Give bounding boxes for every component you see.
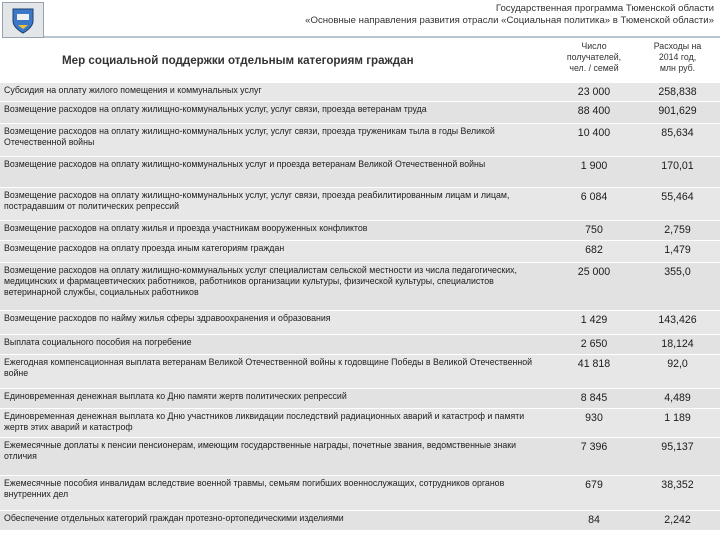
expenses-value: 170,01 (661, 160, 694, 172)
document-header (0, 0, 720, 38)
expenses-value: 38,352 (661, 479, 694, 491)
expenses-value: 85,634 (661, 127, 694, 139)
measure-name: Возмещение расходов на оплату жилищно-коммунальных услуг специалистам сельской местности из числа педагогических, медицинских и фармацевтических работников, работников организации культуры, физической культуры, специалистов ветеринарной службы, социальных работников (4, 265, 517, 298)
coat-of-arms-graphic (8, 5, 38, 35)
table-row (0, 188, 720, 221)
table-row (0, 83, 720, 102)
table-row (0, 335, 720, 355)
recipients-value: 2 650 (580, 338, 608, 350)
table-row (0, 124, 720, 157)
recipients-value: 750 (585, 224, 603, 236)
measure-name: Ежемесячные пособия инвалидам вследствие военной травмы, семьям погибших военнослужащих, сотрудников органов внутренних дел (4, 478, 505, 500)
program-title (74, 3, 714, 27)
measure-name: Ежегодная компенсационная выплата ветеранам Великой Отечественной войны к годовщине Победы в Великой Отечественной войне (4, 357, 533, 379)
recipients-value: 84 (588, 514, 600, 526)
expenses-value: 143,426 (658, 314, 697, 326)
recipients-value: 23 000 (577, 86, 611, 98)
table-row (0, 438, 720, 476)
table-row (0, 409, 720, 438)
measure-name: Возмещение расходов на оплату жилищно-коммунальных услуг и проезда ветеранам Великой Отечественной войны (4, 159, 486, 169)
measure-name: Обеспечение отдельных категорий граждан протезно-ортопедическими изделиями (4, 513, 344, 523)
recipients-value: 1 900 (580, 160, 608, 172)
table-row (0, 476, 720, 511)
measure-name: Возмещение расходов на оплату жилищно-коммунальных услуг, услуг связи, проезда ветеранам труда (4, 104, 427, 114)
recipients-value: 930 (585, 412, 603, 424)
measure-name: Субсидия на оплату жилого помещения и коммунальных услуг (4, 85, 262, 95)
table-row (0, 389, 720, 409)
recipients-value: 7 396 (580, 441, 608, 453)
expenses-value: 355,0 (664, 266, 691, 278)
recipients-value: 8 845 (580, 392, 608, 404)
coat-of-arms-icon (2, 2, 44, 38)
table-row (0, 263, 720, 311)
recipients-value: 679 (585, 479, 603, 491)
measure-name: Ежемесячные доплаты к пенсии пенсионерам, имеющим государственные награды, почетные звания, ведомственные знаки отличия (4, 440, 516, 462)
program-title-line1: Государственная программа Тюменской области (495, 3, 714, 14)
support-measures-table (0, 38, 720, 531)
table-row (0, 157, 720, 188)
expenses-value: 55,464 (661, 191, 694, 203)
table-row (0, 221, 720, 241)
expenses-value: 1,479 (664, 244, 691, 256)
column-header-recipients: Число получателей, чел. / семей (566, 41, 622, 73)
table-row (0, 311, 720, 335)
recipients-value: 25 000 (577, 266, 611, 278)
expenses-value: 258,838 (658, 86, 697, 98)
expenses-value: 2,242 (664, 514, 691, 526)
measure-name: Единовременная денежная выплата ко Дню участников ликвидации последствий радиационных аварий и катастроф и памяти жертв этих аварий и катастроф (4, 411, 525, 433)
recipients-value: 10 400 (577, 127, 611, 139)
expenses-value: 4,489 (664, 392, 691, 404)
table-title: Мер социальной поддержки отдельным категориям граждан (62, 54, 414, 67)
recipients-value: 6 084 (580, 191, 608, 203)
table-row (0, 102, 720, 124)
recipients-value: 41 818 (577, 358, 611, 370)
table-row (0, 241, 720, 263)
column-header-expenses: Расходы на 2014 год, млн руб. (653, 41, 702, 73)
recipients-value: 1 429 (580, 314, 608, 326)
table-row (0, 355, 720, 389)
table-row (0, 511, 720, 531)
measure-name: Возмещение расходов на оплату жилья и проезда участникам вооруженных конфликтов (4, 223, 368, 233)
measure-name: Выплата социального пособия на погребение (4, 337, 192, 347)
table-header-row (0, 38, 720, 83)
measure-name: Возмещение расходов на оплату жилищно-коммунальных услуг, услуг связи, проезда реабилитированным лицам и лицам, пострадавшим от политических репрессий (4, 190, 510, 212)
measure-name: Возмещение расходов на оплату проезда иным категориям граждан (4, 243, 285, 253)
recipients-value: 88 400 (577, 105, 611, 117)
measure-name: Возмещение расходов по найму жилья сферы здравоохранения и образования (4, 313, 331, 323)
recipients-value: 682 (585, 244, 603, 256)
expenses-value: 2,759 (664, 224, 691, 236)
expenses-value: 92,0 (667, 358, 688, 370)
measure-name: Единовременная денежная выплата ко Дню памяти жертв политических репрессий (4, 391, 347, 401)
expenses-value: 1 189 (664, 412, 691, 424)
measure-name: Возмещение расходов на оплату жилищно-коммунальных услуг, услуг связи, проезда труженикам тыла в годы Великой Отечественной войны (4, 126, 495, 148)
program-title-line2: «Основные направления развития отрасли «Социальная политика» в Тюменской области» (305, 15, 714, 26)
expenses-value: 95,137 (661, 441, 694, 453)
expenses-value: 18,124 (661, 338, 694, 350)
expenses-value: 901,629 (658, 105, 697, 117)
